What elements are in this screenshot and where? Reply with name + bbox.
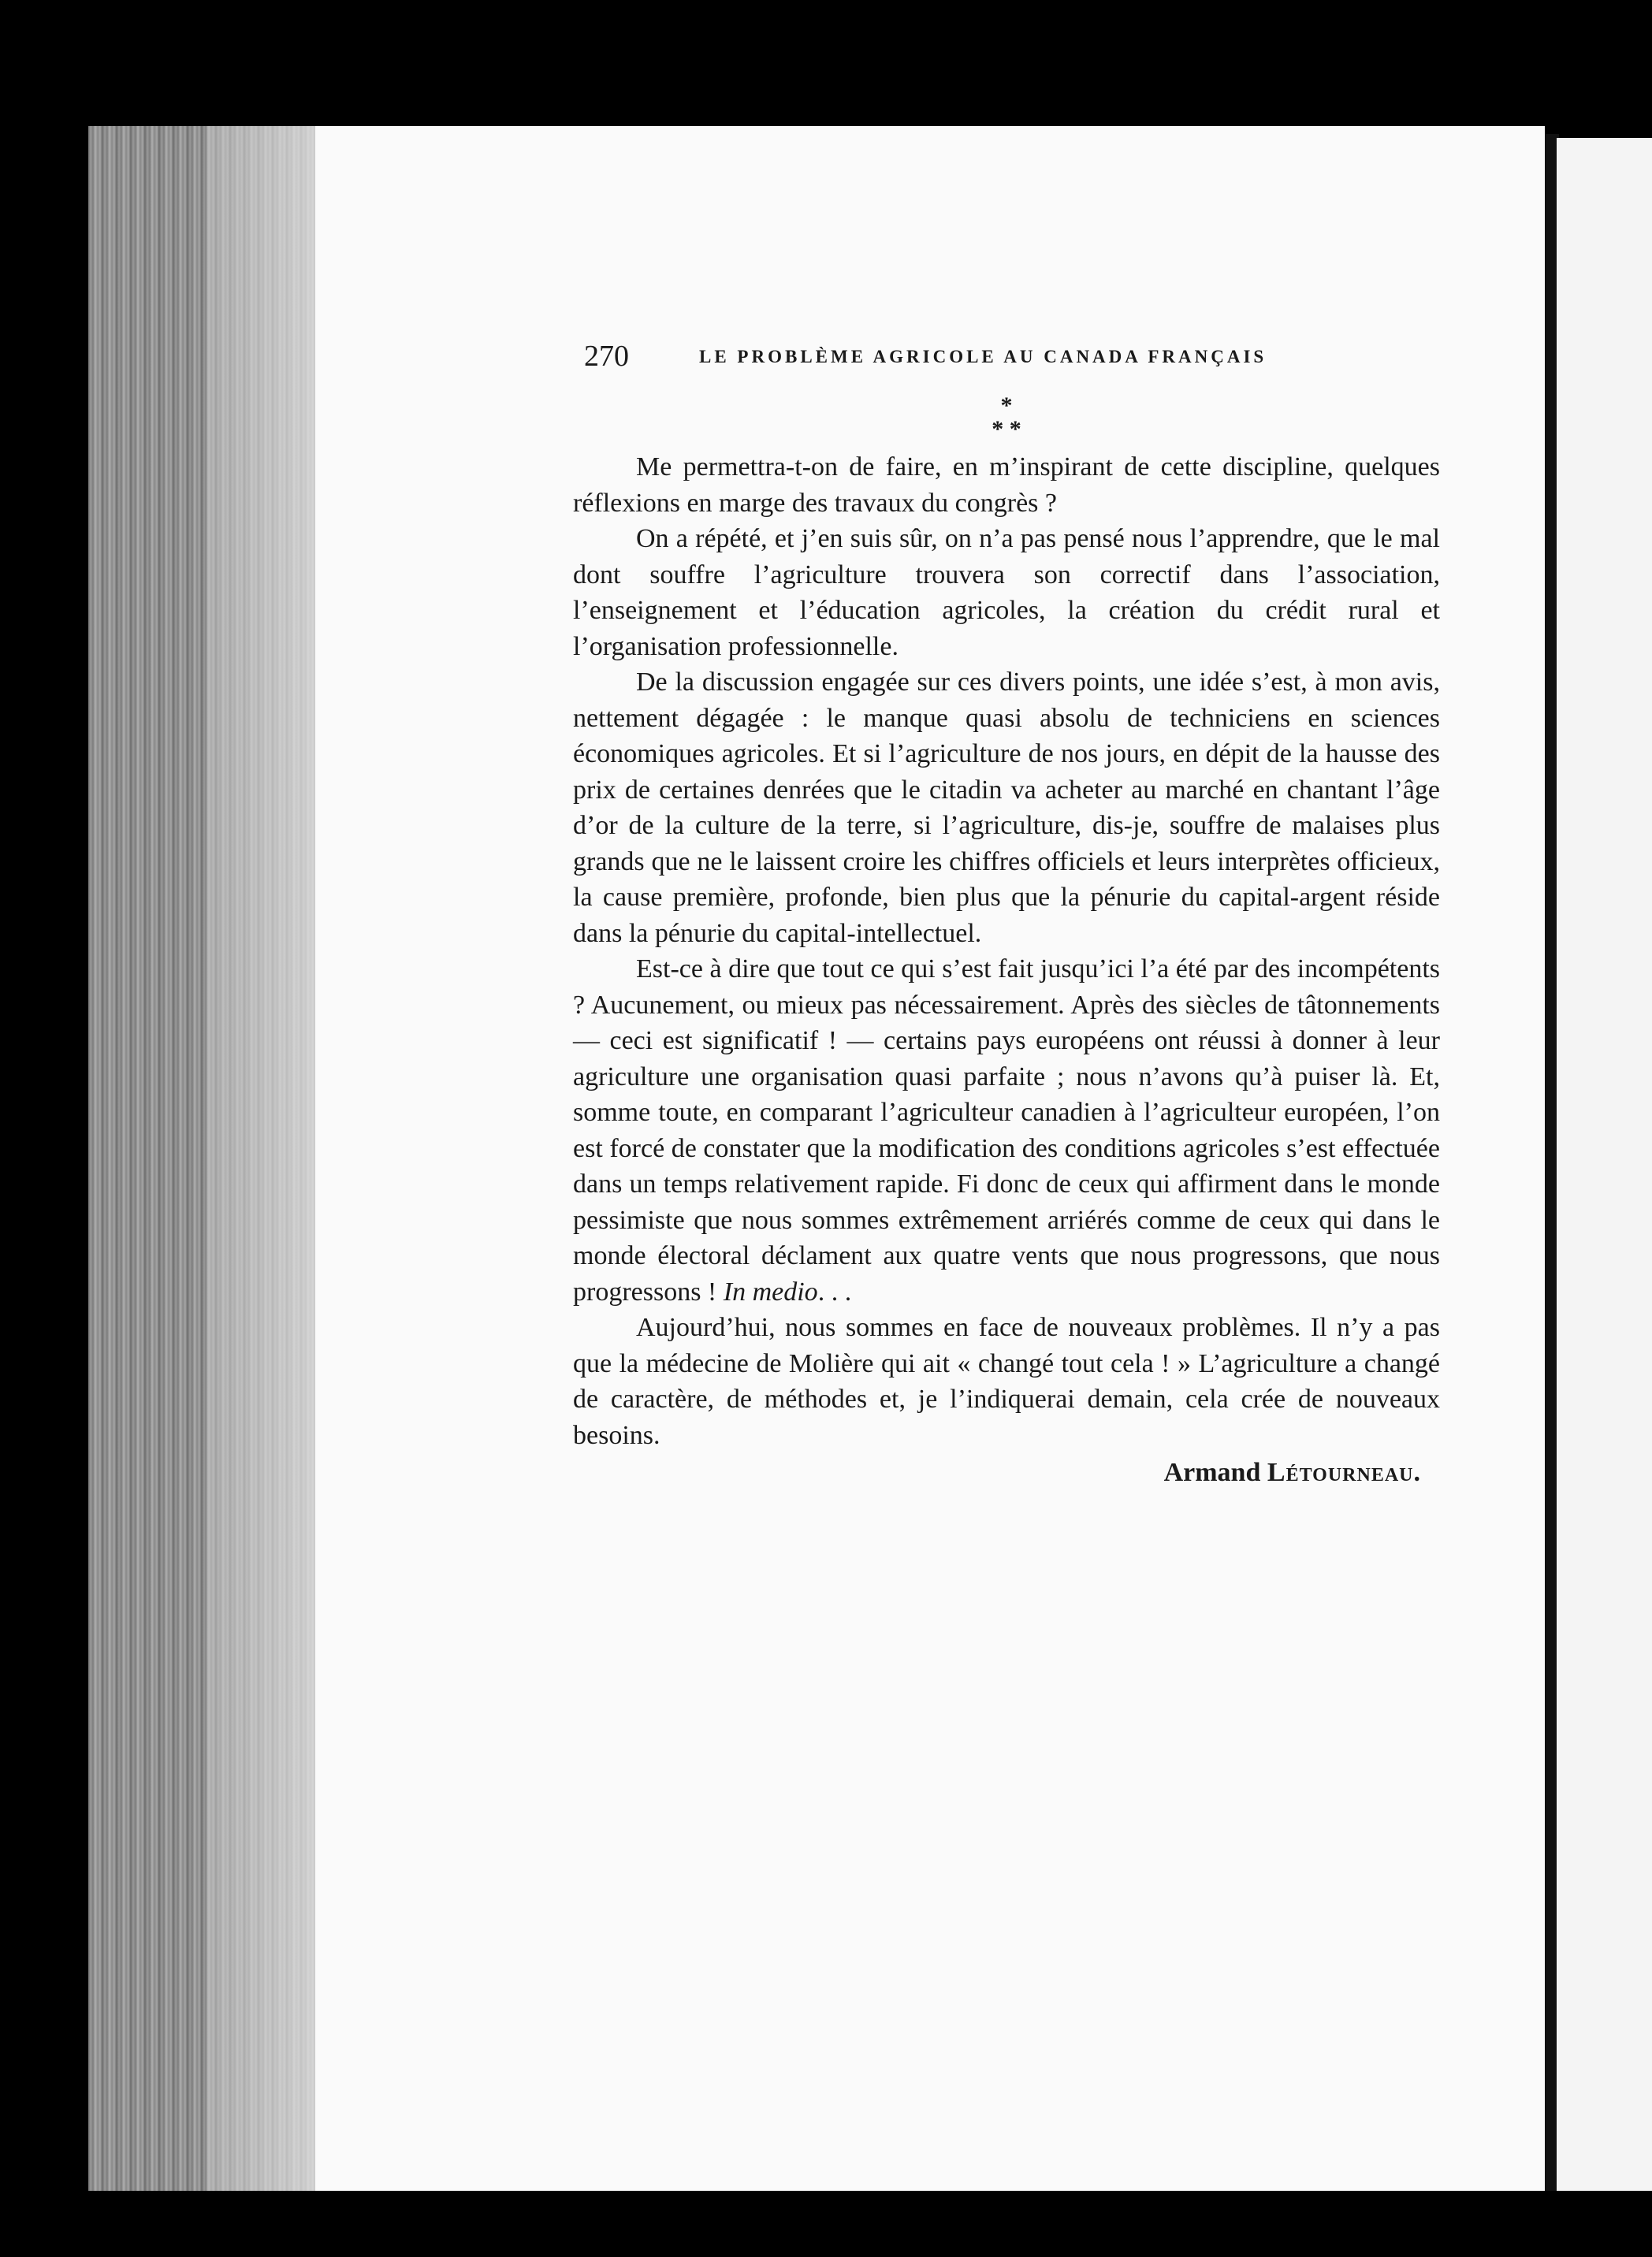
asterism-bottom: * *: [992, 416, 1021, 442]
paragraph-2: On a répété, et j’en suis sûr, on n’a pas pensé nous l’apprendre, que le mal dont souffre l’agriculture trouvera son correctif dans l’association, l’enseignement et l’éducation agricoles, la création du crédit rural et l’organisation professionnelle.: [573, 524, 1440, 661]
running-head: LE PROBLÈME AGRICOLE AU CANADA FRANÇAIS: [699, 347, 1267, 366]
paragraph-4: [573, 951, 1440, 1310]
page-text-block: [573, 339, 1440, 1490]
author-first-name: Armand: [1163, 1458, 1261, 1487]
paragraph-4-ellipsis: . . .: [817, 1277, 852, 1307]
body-text: [573, 449, 1440, 1453]
page-stack-edge: [88, 126, 329, 2191]
page-number: 270: [584, 340, 629, 373]
paragraph-3: De la discussion engagée sur ces divers points, une idée s’est, à mon avis, nettement dégagée : le manque quasi absolu de techniciens en sciences économiques agricoles. Et si l’agriculture de nos jours, en dépit de la hausse des prix de certaines denrées que le citadin va acheter au marché en chantant l’âge d’or de la culture de la terre, si l’agriculture, dis-je, souffre de malaises plus grands que ne le laissent croire les chiffres officiels et leurs interprètes officieux, la cause première, profonde, bien plus que la pénurie du capital-argent réside dans la pénurie du capital-intellectuel.: [573, 667, 1440, 948]
paragraph-4-text: Est-ce à dire que tout ce qui s’est fait jusqu’ici l’a été par des incompétents ? Aucunement, ou mieux pas nécessairement. Après des siècles de tâtonnements — ceci est significatif ! — certains pays européens ont réussi à donner à leur agriculture une organisation quasi parfaite ; nous n’avons qu’à puiser là. Et, somme toute, en comparant l’agriculteur canadien à l’agriculteur européen, l’on est forcé de constater que la modification des conditions agricoles s’est effectuée dans un temps relativement rapide. Fi donc de ceux qui affirment dans le monde pessimiste que nous sommes extrêmement arriérés comme de ceux qui dans le monde électoral déclament aux quatre vents que nous progressons, que nous progressons !: [573, 954, 1440, 1307]
asterism: [573, 394, 1440, 449]
asterism-top: *: [1000, 392, 1013, 418]
author-signature: [573, 1455, 1440, 1490]
page-header: [573, 339, 1440, 386]
paragraph-1: Me permettra-t-on de faire, en m’inspirant de cette discipline, quelques réflexions en marge des travaux du congrès ?: [573, 452, 1440, 518]
paragraph-4-italic: In medio: [723, 1277, 818, 1307]
paragraph-5: Aujourd’hui, nous sommes en face de nouveaux problèmes. Il n’y a pas que la médecine de Molière qui ait « changé tout cela ! » L’agriculture a changé de caractère, de méthodes et, je l’indiquerai demain, cela crée de nouveaux besoins.: [573, 1313, 1440, 1450]
author-last-name: Létourneau.: [1267, 1458, 1421, 1487]
right-page-edge: [1557, 138, 1652, 2191]
